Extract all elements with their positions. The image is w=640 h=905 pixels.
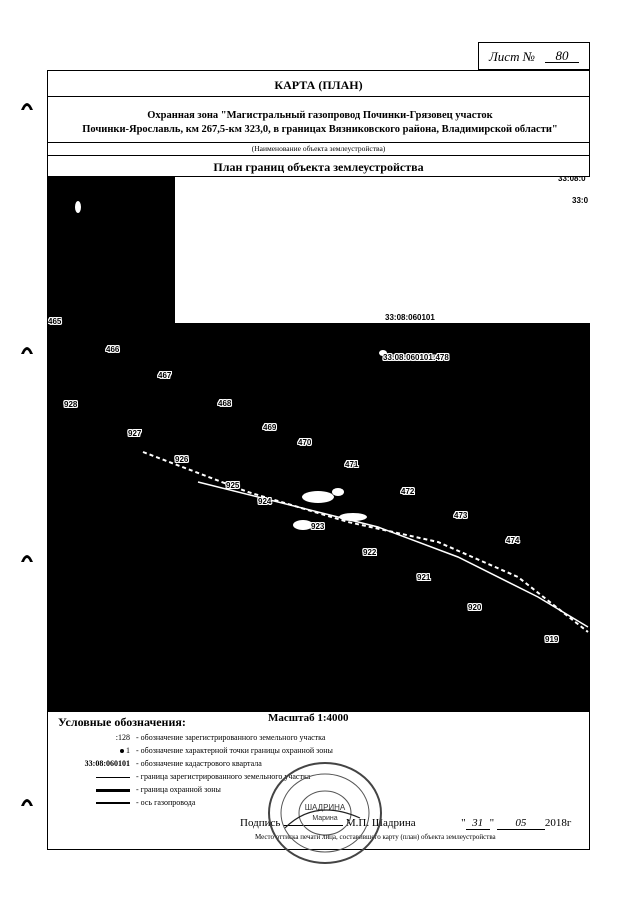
signatory-name: М.П. Шадрина <box>345 817 416 829</box>
point-label: 472 <box>401 487 415 496</box>
point-label: 471 <box>345 460 359 469</box>
svg-text:Марина: Марина <box>312 815 338 822</box>
legend-text: - обозначение кадастрового квартала <box>136 759 262 768</box>
point-label: 923 <box>311 522 325 531</box>
legend-text: - граница охранной зоны <box>136 785 221 794</box>
quarter-label: 33:08:060101 <box>385 313 435 322</box>
divider <box>47 142 590 143</box>
plan-title: План границ объекта землеустройства <box>213 160 424 174</box>
point-label: 469 <box>263 423 277 432</box>
binder-hole-icon <box>20 548 34 566</box>
signature-note: Место оттиска печати лица, составившего карту (план) объекта землеустройства <box>255 833 496 841</box>
point-label: 919 <box>545 635 559 644</box>
point-label: 921 <box>417 573 431 582</box>
legend-text: - граница зарегистрированного земельного участка <box>136 772 311 781</box>
legend-text: - обозначение характерной точки границы охранной зоны <box>136 746 333 755</box>
point-label: 925 <box>226 481 240 490</box>
object-caption: (Наименование объекта землеустройства) <box>251 144 386 153</box>
point-label: 473 <box>454 511 468 520</box>
legend-text: - ось газопровода <box>136 798 196 807</box>
point-label: 922 <box>363 548 377 557</box>
sheet-label: Лист № <box>489 49 535 64</box>
point-label: 920 <box>468 603 482 612</box>
legend-item <box>48 759 262 768</box>
point-label: 928 <box>64 400 78 409</box>
binder-hole-icon <box>20 340 34 358</box>
pipeline-axis-line-icon <box>96 802 130 804</box>
corner-label: 33:0 <box>572 196 589 205</box>
sheet-number-box <box>478 42 590 70</box>
legend-text: - обозначение зарегистрированного земельного участка <box>136 733 326 742</box>
legend-item <box>48 733 325 742</box>
legend-key: 33:08:060101 <box>84 759 130 768</box>
binder-hole-icon <box>20 96 34 114</box>
point-label: 470 <box>298 438 312 447</box>
object-name-line-1: Охранная зона "Магистральный газопровод Починки-Грязовец участок <box>147 110 493 121</box>
map-features <box>48 177 590 712</box>
seal-stamp-icon <box>265 758 385 868</box>
object-name-line-2: Починки-Ярославль, км 267,5-км 323,0, в границах Вязниковского района, Владимирской области" <box>82 124 558 135</box>
legend-title: Условные обозначения: <box>58 715 186 729</box>
point-label: 468 <box>218 399 232 408</box>
signature-label: Подпись <box>240 817 281 829</box>
divider <box>47 155 590 156</box>
point-dot-icon <box>120 749 124 753</box>
legend-item <box>48 746 333 755</box>
legend-key: :128 <box>115 733 130 742</box>
binder-hole-icon <box>20 792 34 810</box>
legend-item <box>48 785 221 794</box>
signature-year: 2018г <box>544 817 572 829</box>
parcel-label: 33:08:060101:478 <box>383 353 449 362</box>
svg-text:ШАДРИНА: ШАДРИНА <box>304 803 346 812</box>
parcel-boundary-line-icon <box>96 777 130 778</box>
point-label: 924 <box>258 497 272 506</box>
legend-key: 1 <box>126 746 130 755</box>
point-label: 465 <box>48 317 62 326</box>
signature-month: 05 <box>497 817 545 830</box>
map-scale: Масштаб 1:4000 <box>268 712 349 724</box>
point-label: 474 <box>506 536 520 545</box>
document-title: КАРТА (ПЛАН) <box>274 78 363 92</box>
sheet-number: 80 <box>545 49 579 63</box>
point-label: 927 <box>128 429 142 438</box>
point-label: 926 <box>175 455 189 464</box>
signature-line: Подпись М.П. Шадрина " 31 " 05 2018г <box>240 817 572 829</box>
point-label: 467 <box>158 371 172 380</box>
zone-boundary-line-icon <box>96 789 130 792</box>
divider <box>47 96 590 97</box>
corner-label: 33:08:0 <box>558 177 586 183</box>
legend-item <box>48 798 195 807</box>
point-label: 466 <box>106 345 120 354</box>
map-image <box>48 177 590 712</box>
signature-day: 31 <box>466 817 490 830</box>
